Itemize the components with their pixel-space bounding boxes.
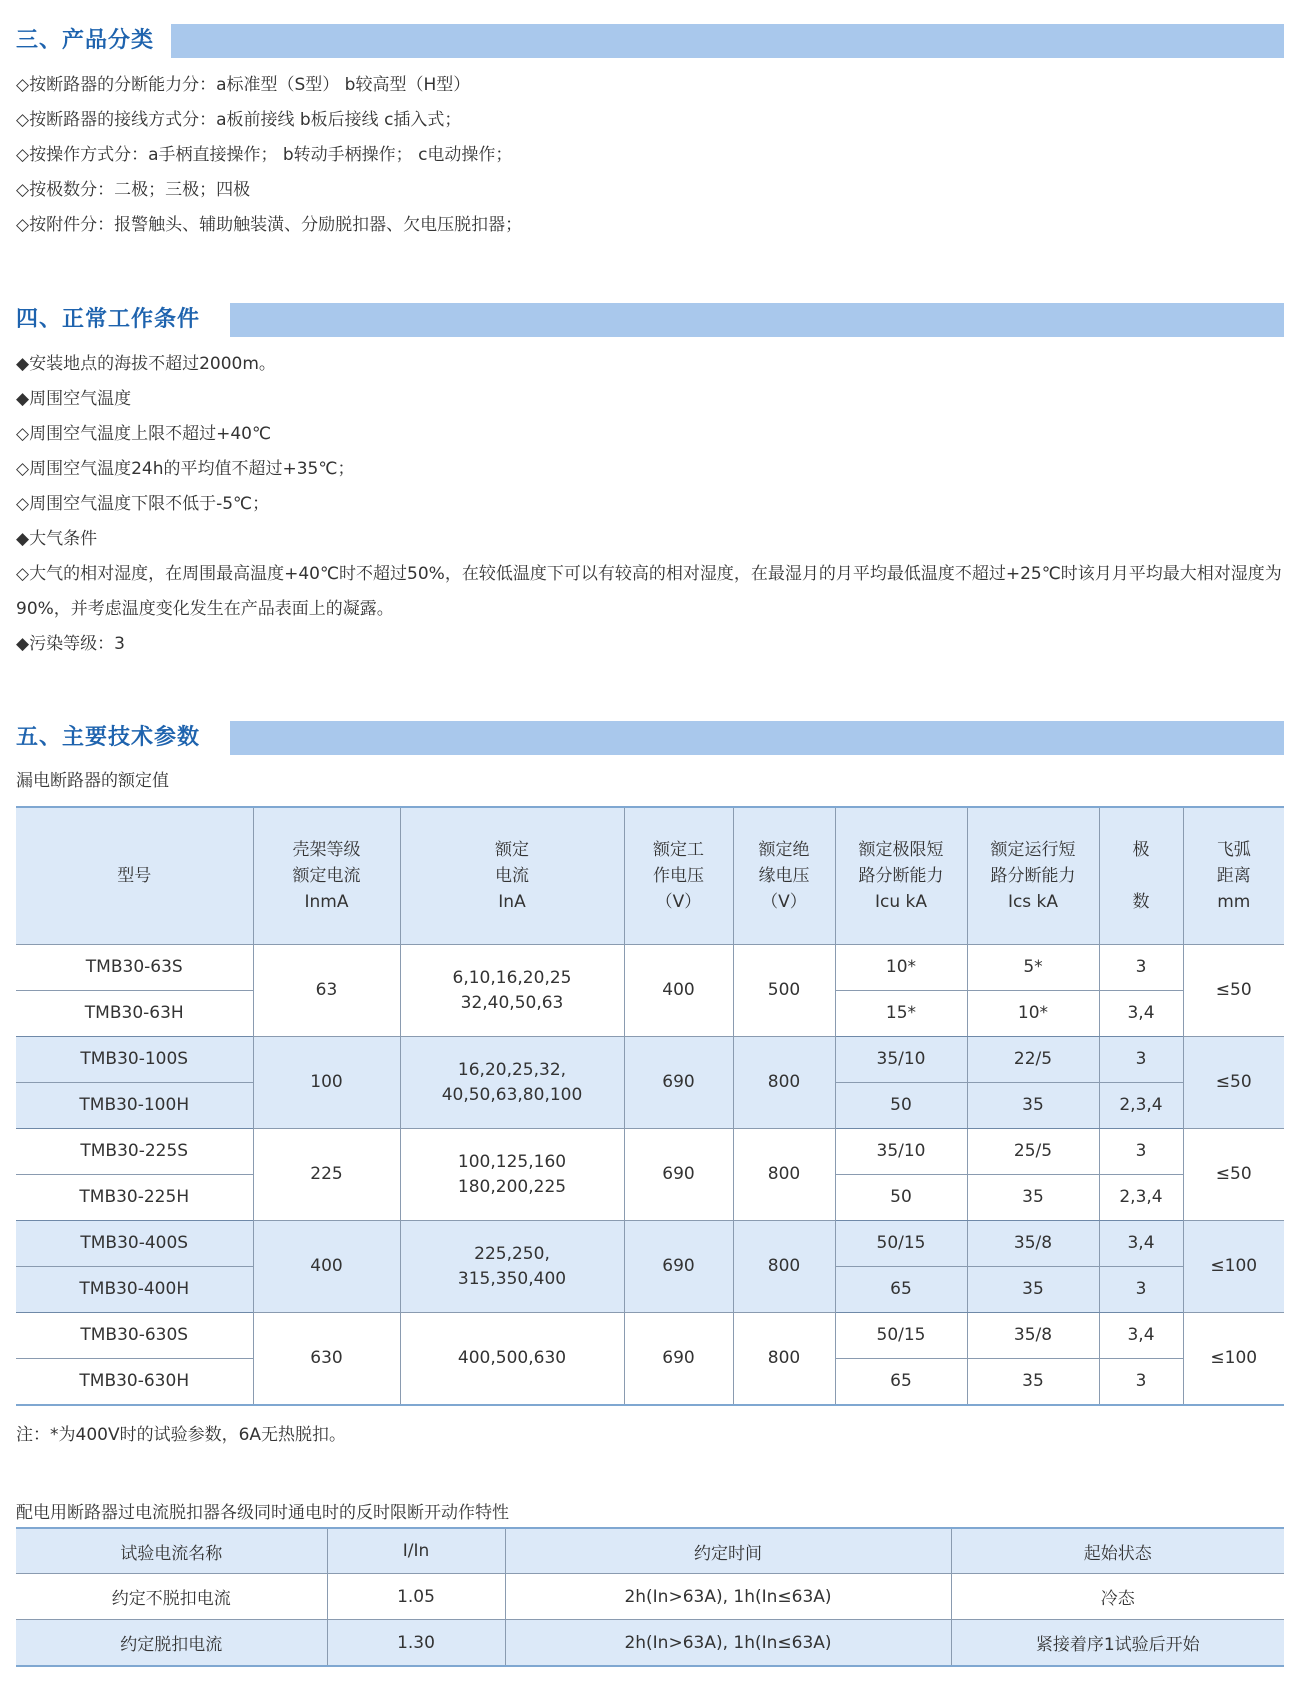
table-row-group: [16, 1129, 1284, 1221]
test-current-name-cell: 约定不脱扣电流: [16, 1574, 327, 1620]
icu-cell: 50: [835, 1083, 967, 1129]
header-initial-state: 起始状态: [951, 1528, 1284, 1574]
ics-cell: 35: [967, 1175, 1099, 1221]
icu-cell: 65: [835, 1267, 967, 1313]
poles-cell: 3: [1099, 1359, 1183, 1406]
header-frame-current: [253, 807, 400, 945]
rated-voltage-cell: 400: [624, 945, 733, 1037]
list-item: ◇周围空气温度上限不超过+40℃: [16, 424, 272, 444]
list-item: ◇周围空气温度24h的平均值不超过+35℃；: [16, 459, 355, 479]
table1-note: 注：*为400V时的试验参数，6A无热脱扣。: [16, 1425, 347, 1445]
table-row-group: [16, 945, 1284, 1037]
conventional-time-cell: 2h(In>63A), 1h(In≤63A): [505, 1620, 951, 1667]
model-cell: TMB30-225S: [16, 1129, 253, 1175]
model-cell: TMB30-63S: [16, 945, 253, 991]
header-line: 缘电压: [758, 866, 810, 886]
cell-line: 16,20,25,32,: [457, 1059, 567, 1080]
table-row: [16, 1037, 1284, 1083]
poles-cell: 3,4: [1099, 991, 1183, 1037]
model-cell: TMB30-630S: [16, 1313, 253, 1359]
insulation-voltage-cell: 800: [733, 1037, 835, 1129]
frame-current-cell: 225: [253, 1129, 400, 1221]
section-header-product-classification: [16, 24, 1284, 58]
ics-cell: 35: [967, 1359, 1099, 1406]
header-conventional-time: 约定时间: [505, 1528, 951, 1574]
poles-cell: 3: [1099, 945, 1183, 991]
table-row: [16, 945, 1284, 991]
header-line: 壳架等级: [292, 840, 361, 860]
poles-cell: 2,3,4: [1099, 1083, 1183, 1129]
product-classification-list: [16, 68, 1286, 243]
arc-distance-cell: ≤50: [1183, 1129, 1284, 1221]
icu-cell: 10*: [835, 945, 967, 991]
list-item: ◇按附件分：报警触头、辅助触装潢、分励脱扣器、欠电压脱扣器；: [16, 215, 523, 235]
header-model: [16, 807, 253, 945]
header-line: （V）: [655, 892, 702, 912]
ics-cell: 10*: [967, 991, 1099, 1037]
header-line: InA: [498, 892, 526, 912]
model-cell: TMB30-225H: [16, 1175, 253, 1221]
table-row-group: [16, 1037, 1284, 1129]
list-item: ◇按断路器的分断能力分：a标准型（S型） b较高型（H型）: [16, 75, 471, 95]
header-line: 数: [1132, 892, 1150, 912]
header-arc-distance: [1183, 807, 1284, 945]
icu-cell: 35/10: [835, 1037, 967, 1083]
frame-current-cell: 63: [253, 945, 400, 1037]
header-line: 额定绝: [758, 840, 810, 860]
i-in-cell: 1.30: [327, 1620, 505, 1667]
cell-line: 6,10,16,20,25: [452, 967, 572, 988]
model-cell: TMB30-400S: [16, 1221, 253, 1267]
header-i-in: I/In: [327, 1528, 505, 1574]
working-conditions-list: [16, 347, 1286, 662]
header-line: 极: [1132, 840, 1150, 860]
list-item: ◇周围空气温度下限不低于-5℃；: [16, 494, 270, 514]
icu-cell: 50: [835, 1175, 967, 1221]
header-line: 距离: [1216, 866, 1251, 886]
list-item: ◇按操作方式分：a手柄直接操作； b转动手柄操作； c电动操作；: [16, 145, 513, 165]
cell-line: 225,250,: [474, 1243, 550, 1264]
header-line: 路分断能力: [990, 866, 1076, 886]
icu-cell: 15*: [835, 991, 967, 1037]
cell-line: 180,200,225: [457, 1176, 567, 1197]
header-line: [1100, 863, 1183, 889]
ics-cell: 35: [967, 1083, 1099, 1129]
rated-values-table: [16, 806, 1284, 1406]
header-line: 飞弧: [1216, 840, 1251, 860]
insulation-voltage-cell: 800: [733, 1221, 835, 1313]
header-line: Icu kA: [874, 892, 927, 912]
ics-cell: 35/8: [967, 1221, 1099, 1267]
frame-current-cell: 630: [253, 1313, 400, 1406]
ics-cell: 35: [967, 1267, 1099, 1313]
table-row: [16, 1313, 1284, 1359]
section-header-technical-parameters: [16, 721, 1284, 755]
icu-cell: 50/15: [835, 1221, 967, 1267]
table-header-row: [16, 807, 1284, 945]
section-title: 三、产品分类: [16, 28, 155, 53]
header-insulation-voltage: [733, 807, 835, 945]
rated-voltage-cell: 690: [624, 1129, 733, 1221]
rated-voltage-cell: 690: [624, 1221, 733, 1313]
header-line: 额定电流: [292, 866, 361, 886]
poles-cell: 3: [1099, 1037, 1183, 1083]
initial-state-cell: 冷态: [951, 1574, 1284, 1620]
model-cell: TMB30-100S: [16, 1037, 253, 1083]
list-item: ◆安装地点的海拔不超过2000m。: [16, 354, 276, 374]
insulation-voltage-cell: 500: [733, 945, 835, 1037]
rated-current-cell: [400, 1129, 624, 1221]
cell-line: 32,40,50,63: [460, 992, 564, 1013]
table-row: [16, 1620, 1284, 1667]
ics-cell: 22/5: [967, 1037, 1099, 1083]
header-line: 型号: [117, 866, 152, 886]
list-item: ◆大气条件: [16, 529, 98, 549]
rated-voltage-cell: 690: [624, 1313, 733, 1406]
section-title: 四、正常工作条件: [16, 307, 201, 332]
frame-current-cell: 100: [253, 1037, 400, 1129]
table1-caption: 漏电断路器的额定值: [16, 771, 169, 791]
header-line: InmA: [304, 892, 349, 912]
cell-line: 315,350,400: [457, 1268, 567, 1289]
table-row-group: [16, 1221, 1284, 1313]
header-line: （V）: [761, 892, 807, 912]
section-header-working-conditions: [16, 303, 1284, 337]
table-row: [16, 1574, 1284, 1620]
header-line: 额定运行短: [990, 840, 1076, 860]
model-cell: TMB30-63H: [16, 991, 253, 1037]
rated-current-cell: [400, 945, 624, 1037]
test-current-name-cell: 约定脱扣电流: [16, 1620, 327, 1667]
header-icu: [835, 807, 967, 945]
header-poles: [1099, 807, 1183, 945]
table-header-row: [16, 1528, 1284, 1574]
cell-line: 100,125,160: [457, 1151, 567, 1172]
header-line: 电流: [495, 866, 529, 886]
icu-cell: 50/15: [835, 1313, 967, 1359]
table-row: [16, 1221, 1284, 1267]
insulation-voltage-cell: 800: [733, 1129, 835, 1221]
table-row-group: [16, 1313, 1284, 1406]
header-line: 作电压: [653, 866, 704, 886]
section-title-bar: [171, 24, 1284, 58]
ics-cell: 5*: [967, 945, 1099, 991]
header-line: 路分断能力: [858, 866, 944, 886]
ics-cell: 25/5: [967, 1129, 1099, 1175]
ics-cell: 35/8: [967, 1313, 1099, 1359]
cell-line: 40,50,63,80,100: [441, 1084, 583, 1105]
header-ics: [967, 807, 1099, 945]
header-line: 额定工: [653, 840, 704, 860]
rated-current-cell: [400, 1037, 624, 1129]
table2-caption: 配电用断路器过电流脱扣器各级同时通电时的反时限断开动作特性: [16, 1503, 509, 1523]
section-title: 五、主要技术参数: [16, 725, 201, 750]
initial-state-cell: 紧接着序1试验后开始: [951, 1620, 1284, 1667]
header-rated-current: [400, 807, 624, 945]
list-item: ◆污染等级：3: [16, 634, 125, 654]
header-rated-voltage: [624, 807, 733, 945]
i-in-cell: 1.05: [327, 1574, 505, 1620]
poles-cell: 3,4: [1099, 1221, 1183, 1267]
model-cell: TMB30-400H: [16, 1267, 253, 1313]
section-title-bar: [230, 721, 1284, 755]
section-title-bar: [230, 303, 1284, 337]
rated-current-cell: [400, 1221, 624, 1313]
insulation-voltage-cell: 800: [733, 1313, 835, 1406]
header-test-current-name: 试验电流名称: [16, 1528, 327, 1574]
header-line: 额定极限短: [858, 840, 944, 860]
arc-distance-cell: ≤100: [1183, 1313, 1284, 1406]
poles-cell: 3: [1099, 1267, 1183, 1313]
list-item: ◇大气的相对湿度，在周围最高温度+40℃时不超过50%，在较低温度下可以有较高的相对湿度，在最湿月的月平均最低温度不超过+25℃时该月月平均最大相对湿度为90%，并考虑温度变化发生在产品表面上的凝露。: [16, 564, 1282, 619]
list-item: ◆周围空气温度: [16, 389, 132, 409]
conventional-time-cell: 2h(In>63A), 1h(In≤63A): [505, 1574, 951, 1620]
frame-current-cell: 400: [253, 1221, 400, 1313]
rated-current-cell: 400,500,630: [400, 1313, 624, 1406]
trip-characteristics-table: [16, 1527, 1284, 1667]
poles-cell: 3: [1099, 1129, 1183, 1175]
icu-cell: 35/10: [835, 1129, 967, 1175]
arc-distance-cell: ≤100: [1183, 1221, 1284, 1313]
list-item: ◇按极数分：二极；三极；四极: [16, 180, 251, 200]
arc-distance-cell: ≤50: [1183, 945, 1284, 1037]
poles-cell: 2,3,4: [1099, 1175, 1183, 1221]
table-row: [16, 1129, 1284, 1175]
model-cell: TMB30-100H: [16, 1083, 253, 1129]
rated-voltage-cell: 690: [624, 1037, 733, 1129]
list-item: ◇按断路器的接线方式分：a板前接线 b板后接线 c插入式；: [16, 110, 462, 130]
model-cell: TMB30-630H: [16, 1359, 253, 1406]
header-line: 额定: [495, 840, 529, 860]
arc-distance-cell: ≤50: [1183, 1037, 1284, 1129]
poles-cell: 3,4: [1099, 1313, 1183, 1359]
header-line: Ics kA: [1007, 892, 1059, 912]
icu-cell: 65: [835, 1359, 967, 1406]
header-line: mm: [1217, 892, 1251, 912]
